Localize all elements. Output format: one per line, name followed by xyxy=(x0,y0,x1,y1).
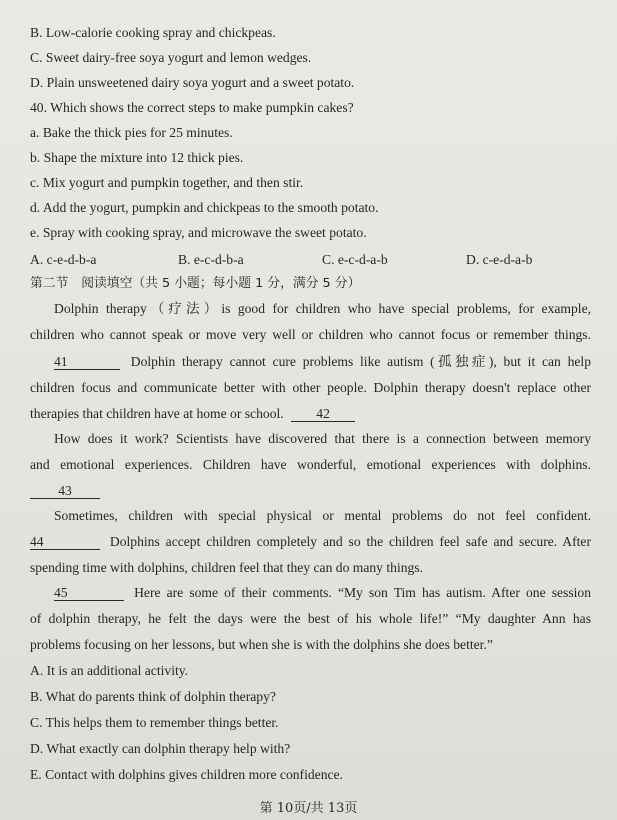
blank-42: 42 xyxy=(291,406,355,422)
option-a: A. It is an additional activity. xyxy=(30,663,189,678)
passage-p3-line2: and emotional experiences. Children have wonderful, emotional experiences with dolphins. xyxy=(30,457,591,472)
q40-step-d: d. Add the yogurt, pumpkin and chickpeas to the smooth potato. xyxy=(30,200,379,215)
section-heading: 第二节 阅读填空（共 5 小题；每小题 1 分，满分 5 分） xyxy=(30,276,361,291)
page-number: 第 10页/共 13页 xyxy=(259,801,358,816)
passage-p4-line3: spending time with dolphins, children feel that they can do many things. xyxy=(30,560,424,575)
passage-p4-line2-text: Dolphins accept children completely and so the children feel safe and secure. After xyxy=(109,534,591,549)
passage-p2-line2: children focus and communicate better with other people. Dolphin therapy doesn't replace other xyxy=(30,380,591,395)
option-e: E. Contact with dolphins gives children more confidence. xyxy=(30,767,343,782)
option-c: C. This helps them to remember things better. xyxy=(30,715,279,730)
passage-p5-line1 xyxy=(54,584,591,602)
passage-p4-line1: Sometimes, children with special physical or mental problems do not feel confident. xyxy=(54,508,591,523)
passage-p2-line3 xyxy=(30,405,591,423)
q40-choice-a: A. c-e-d-b-a xyxy=(30,252,97,267)
passage-p4-line2 xyxy=(30,533,591,551)
blank-43: 43 xyxy=(30,483,100,499)
q40-choice-d: D. c-e-d-a-b xyxy=(466,252,533,267)
passage-p5-line2: of dolphin therapy, he felt the days were the best of his whole life!” “My daughter Ann has xyxy=(30,611,591,626)
q39-option-d: D. Plain unsweetened dairy soya yogurt and a sweet potato. xyxy=(30,75,355,90)
passage-p1-line2: children who cannot speak or move very well or children who cannot focus or remember things. xyxy=(30,327,591,342)
passage-p5-line1-text: Here are some of their comments. “My son Tim has autism. After one session xyxy=(134,585,591,600)
q40-step-a: a. Bake the thick pies for 25 minutes. xyxy=(30,125,233,140)
passage-p5-line3: problems focusing on her lessons, but when she is with the dolphins she does better.” xyxy=(30,637,493,652)
passage-p2-line1 xyxy=(54,353,591,371)
option-b: B. What do parents think of dolphin therapy? xyxy=(30,689,276,704)
blank-45: 45 xyxy=(54,585,124,601)
q39-option-b: B. Low-calorie cooking spray and chickpeas. xyxy=(30,25,276,40)
q40-step-e: e. Spray with cooking spray, and microwave the sweet potato. xyxy=(30,225,367,240)
q39-option-c: C. Sweet dairy-free soya yogurt and lemon wedges. xyxy=(30,50,312,65)
passage-p2-line1-text: Dolphin therapy cannot cure problems like autism (孤独症), but it can help xyxy=(130,354,591,369)
q40-step-b: b. Shape the mixture into 12 thick pies. xyxy=(30,150,244,165)
passage-p3-line1: How does it work? Scientists have discovered that there is a connection between memory xyxy=(54,431,591,446)
q40-stem: 40. Which shows the correct steps to make pumpkin cakes? xyxy=(30,100,354,115)
passage-p1-line1: Dolphin therapy（疗法）is good for children who have special problems, for example, xyxy=(54,301,591,316)
q40-choice-c: C. e-c-d-a-b xyxy=(322,252,388,267)
q40-step-c: c. Mix yogurt and pumpkin together, and then stir. xyxy=(30,175,304,190)
q40-choice-b: B. e-c-d-b-a xyxy=(178,252,244,267)
passage-p2-line3-text: therapies that children have at home or school. xyxy=(30,406,284,421)
option-d: D. What exactly can dolphin therapy help with? xyxy=(30,741,291,756)
blank-41: 41 xyxy=(54,354,120,370)
blank-44: 44 xyxy=(30,534,100,550)
passage-p3-line3 xyxy=(30,482,591,500)
